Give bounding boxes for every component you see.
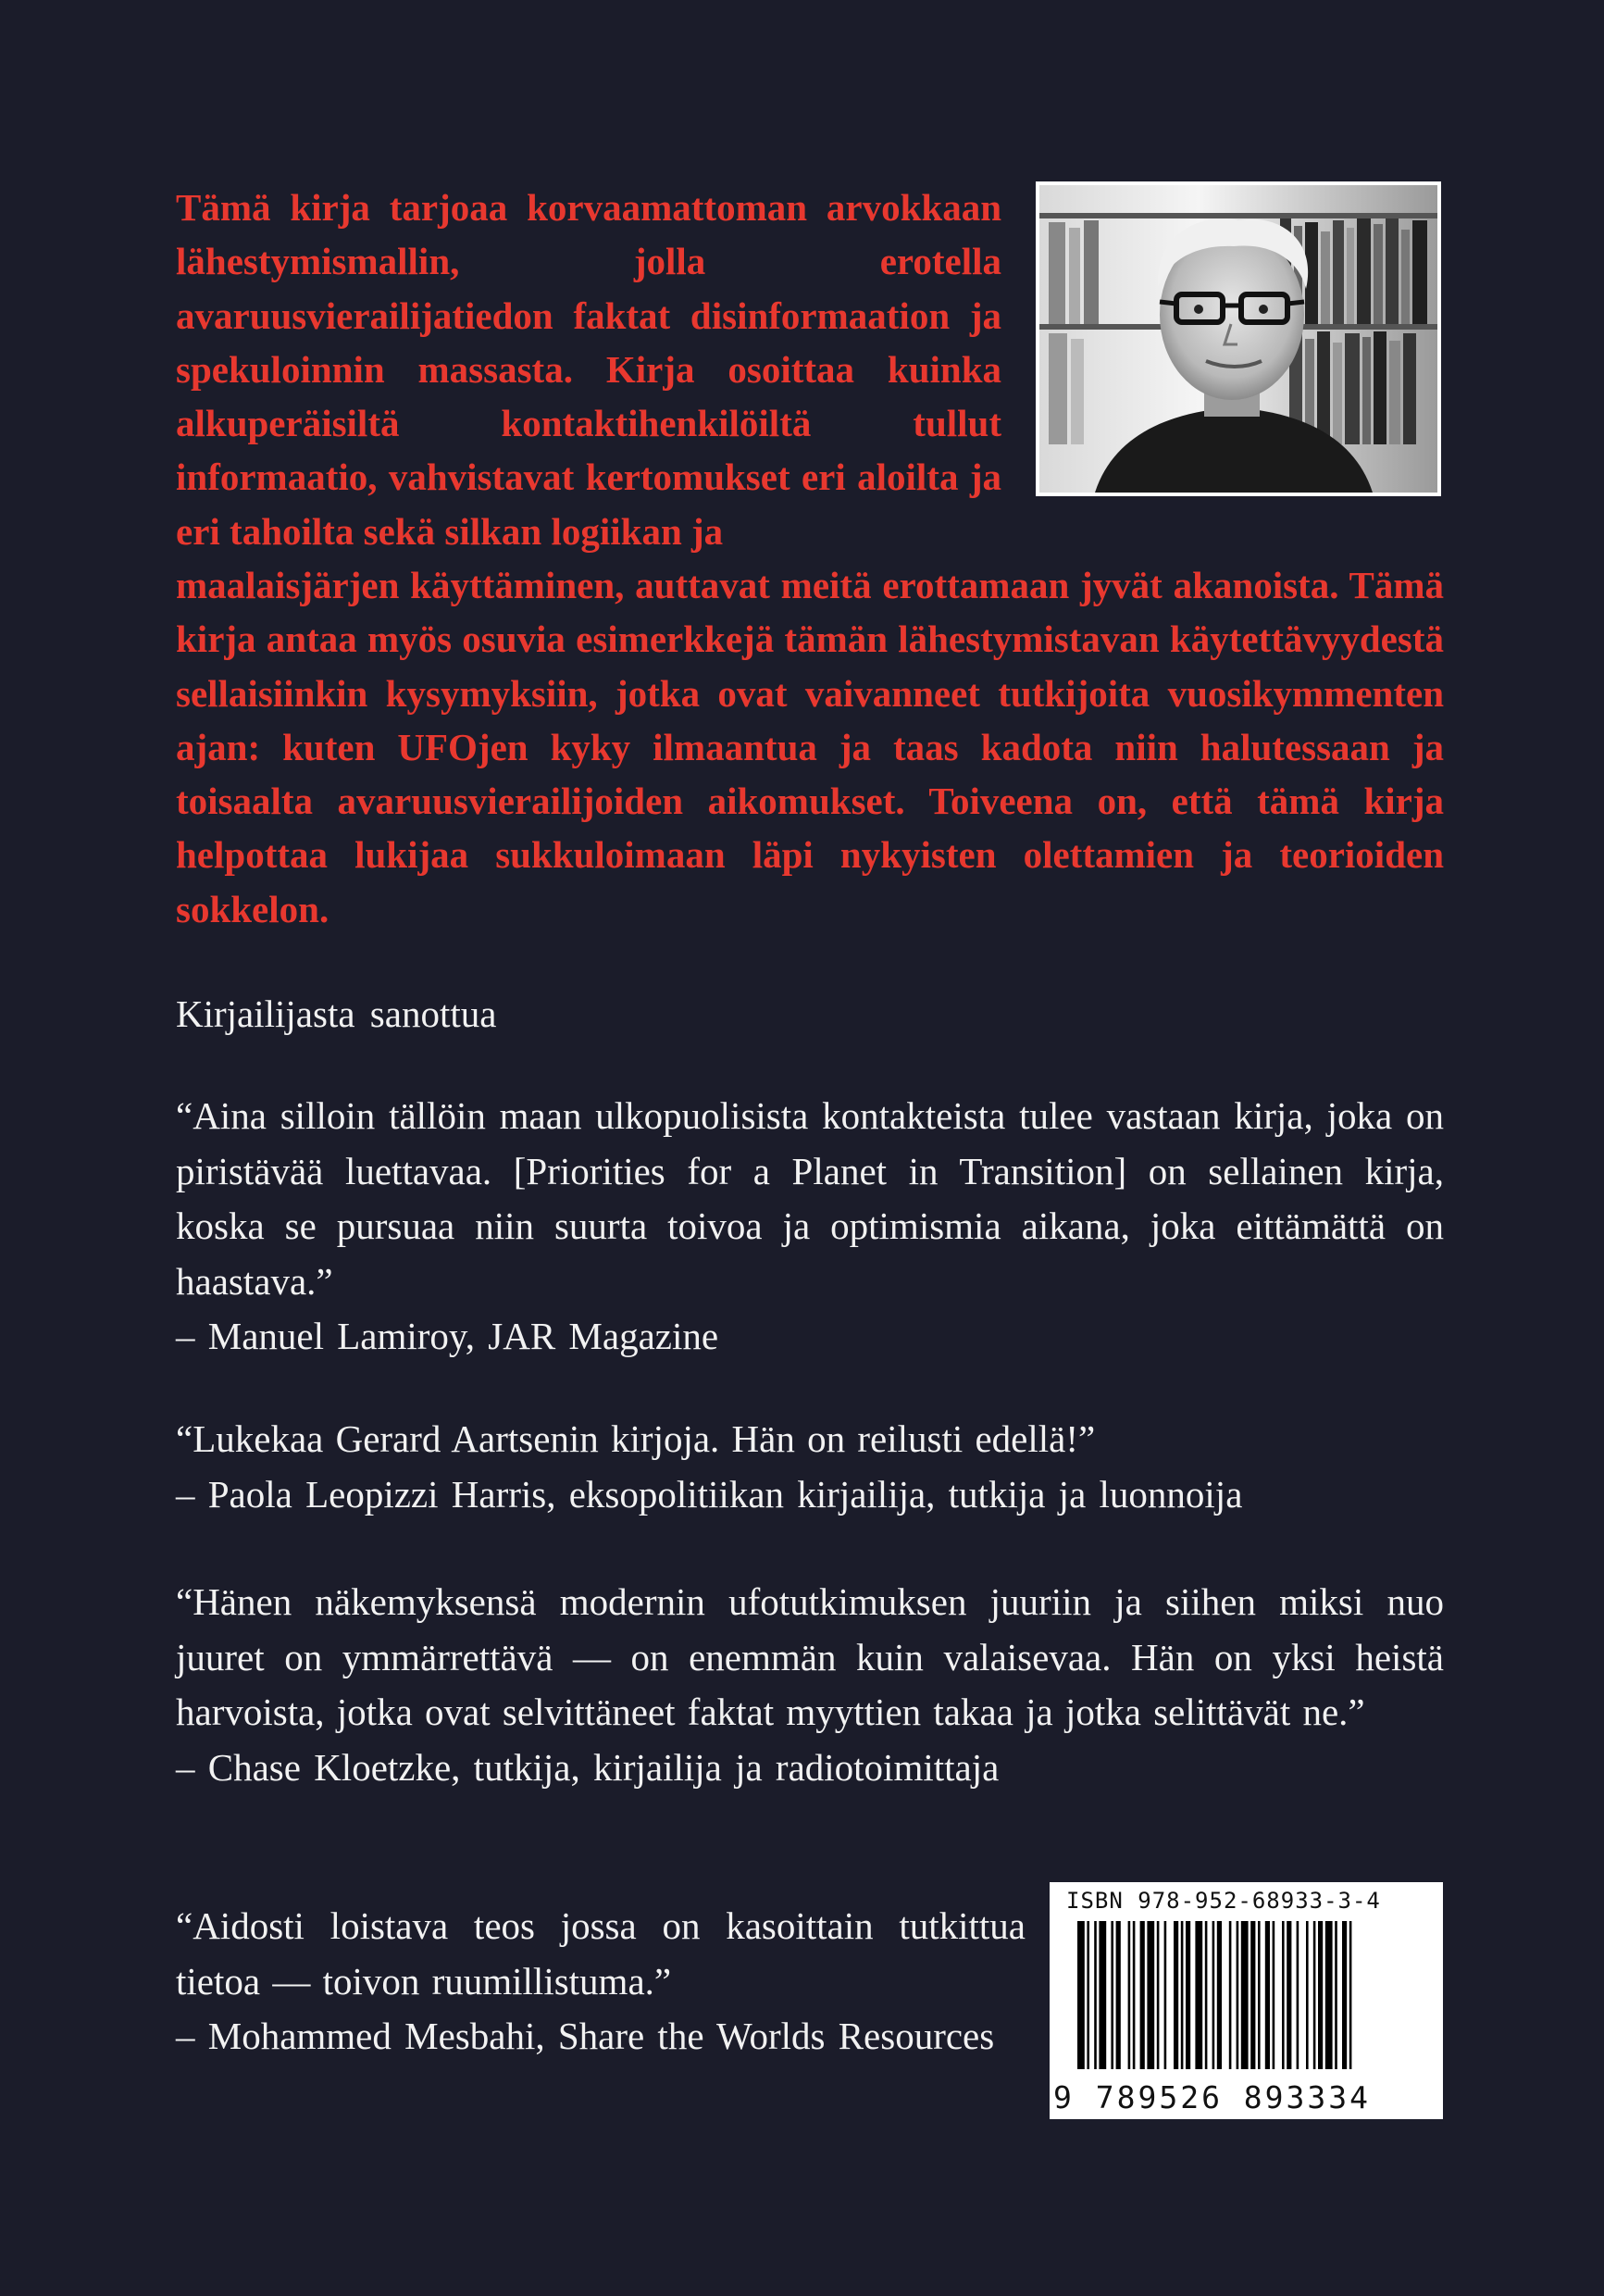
barcode-bar [1195, 1921, 1202, 2069]
barcode-bar [1128, 1921, 1131, 2069]
quote-text: “Hänen näkemyksensä modernin ufotutkimuksen juuriin ja siihen miksi nuo juuret on ymmärrettävä –– on enemmän kuin valaisevaa. Hän on yksi heistä harvoista, jotka ovat selvittäneet faktat myyttien takaa ja jotka selittävät ne.” [176, 1580, 1444, 1733]
barcode-bar [1111, 1921, 1113, 2069]
author-portrait-image [1039, 185, 1437, 493]
barcode-bar [1306, 1921, 1309, 2069]
barcode-bar [1140, 1921, 1145, 2069]
review-quote [176, 1412, 1444, 1522]
isbn-label: ISBN 978-952-68933-3-4 [1066, 1888, 1381, 1914]
quote-source: – Mohammed Mesbahi, Share the Worlds Resources [176, 2015, 995, 2057]
isbn-barcode [1050, 1882, 1443, 2119]
barcode-bar [1186, 1921, 1190, 2069]
barcode-bar [1147, 1921, 1154, 2069]
barcode-bar [1094, 1921, 1097, 2069]
barcode-bar [1077, 1921, 1085, 2069]
quote-text: “Lukekaa Gerard Aartsenin kirjoja. Hän on reilusti edellä!” [176, 1417, 1096, 1460]
barcode-bar [1342, 1921, 1347, 2069]
barcode-bar [1258, 1921, 1261, 2069]
quote-source: – Manuel Lamiroy, JAR Magazine [176, 1315, 719, 1357]
barcode-bar [1265, 1921, 1270, 2069]
barcode-bar [1157, 1921, 1160, 2069]
barcode-bar [1297, 1921, 1299, 2069]
section-heading: Kirjailijasta sanottua [176, 992, 497, 1035]
barcode-bar [1325, 1921, 1333, 2069]
barcode-bar [1217, 1921, 1222, 2069]
quote-source: – Chase Kloetzke, tutkija, kirjailija ja radiotoimittaja [176, 1745, 1000, 1789]
barcode-bar [1181, 1921, 1184, 2069]
barcode-bar [1229, 1921, 1232, 2069]
barcode-bars-icon [1077, 1921, 1429, 2069]
review-quote [176, 1089, 1444, 1365]
barcode-bar [1250, 1921, 1255, 2069]
barcode-bar [1318, 1921, 1323, 2069]
barcode-bar [1164, 1921, 1167, 2069]
barcode-bar [1287, 1921, 1291, 2069]
barcode-bar [1212, 1921, 1215, 2069]
quote-source: – Paola Leopizzi Harris, eksopolitiikan kirjailija, tutkija ja luonnoija [176, 1472, 1243, 1516]
barcode-bar [1241, 1921, 1249, 2069]
barcode-bar [1087, 1921, 1089, 2069]
review-quote [176, 1575, 1444, 1795]
barcode-bar [1237, 1921, 1239, 2069]
barcode-bar [1313, 1921, 1316, 2069]
barcode-bar [1133, 1921, 1136, 2069]
barcode-bar [1273, 1921, 1275, 2069]
barcode-digits: 9 789526 893334 [1053, 2079, 1372, 2115]
barcode-bar [1205, 1921, 1208, 2069]
review-quote [176, 1899, 1026, 2065]
blurb-paragraph-bottom: maalaisjärjen käyttäminen, auttavat meitä erottamaan jyvät akanoista. Tämä kirja antaa myös osuvia esimerkkejä tämän lähestymistavan käytettävyydestä sellaisiinkin kysymyksiin, jotka ovat vaivanneet tutkijoita vuosikymmenten ajan: kuten UFOjen kyky ilmaantua ja taas kadota niin halutessaan ja toisaalta avaruusvierailijoiden aikomukset. Toiveena on, että tämä kirja helpottaa lukijaa sukkuloimaan läpi nykyisten olettamien ja teorioiden sokkelon. [176, 564, 1444, 930]
barcode-bar [1349, 1921, 1352, 2069]
quote-text: “Aina silloin tällöin maan ulkopuolisista kontakteista tulee vastaan kirja, joka on piristävää luettavaa. [Priorities for a Planet in Transition] on sellainen kirja, koska se pursuaa niin suurta toivoa ja optimismia aikana, joka eittämättä on haastava.” [176, 1094, 1444, 1303]
quote-text: “Aidosti loistava teos jossa on kasoittain tutkittua tietoa –– toivon ruumillistuma.” [176, 1904, 1026, 2003]
barcode-bar [1099, 1921, 1106, 2069]
barcode-bar [1282, 1921, 1285, 2069]
author-photo [1036, 181, 1441, 496]
barcode-bar [1174, 1921, 1178, 2069]
blurb-paragraph-top: Tämä kirja tarjoaa korvaamattoman arvokkaan lähestymismallin, jolla erotella avaruusvierailijatiedon faktat disinformaation ja spekuloinnin massasta. Kirja osoittaa kuinka alkuperäisiltä kontaktihenkilöiltä tullut informaatio, vahvistavat kertomukset eri aloilta ja eri tahoilta sekä silkan logiikan ja [176, 186, 1001, 553]
barcode-bar [1335, 1921, 1337, 2069]
barcode-bar [1116, 1921, 1121, 2069]
